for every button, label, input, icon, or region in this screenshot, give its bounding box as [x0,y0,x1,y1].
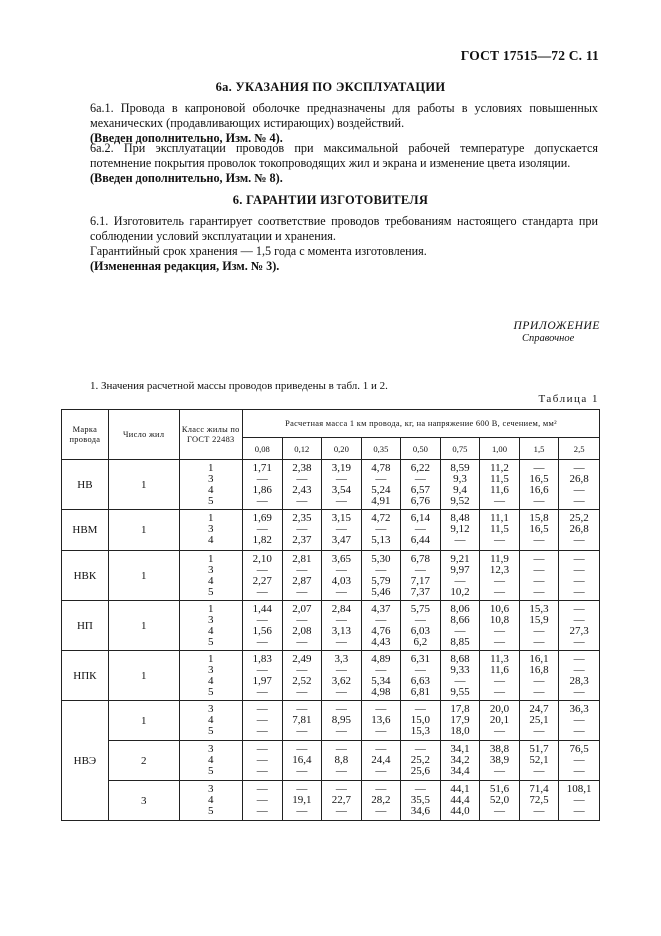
mass-values: 2,84 — 3,13 — [322,601,362,651]
note-6a-2: (Введен дополнительно, Изм. № 8). [90,171,283,185]
mass-values: 5,75 — 6,03 6,2 [401,601,441,651]
mass-values: — 19,1 — [282,781,322,821]
mass-values: 1,44 — 1,56 — [243,601,283,651]
wire-mark: НВМ [62,510,109,551]
section-header: 0,12 [282,438,322,460]
mass-values: — — — — [519,551,559,601]
wire-mark: НВЭ [62,701,109,821]
mass-values: 3,65 — 4,03 — [322,551,362,601]
section-header: 0,20 [322,438,362,460]
mass-values: — 15,0 15,3 [401,701,441,741]
table-label: Таблица 1 [538,393,599,405]
mass-values: 11,2 11,5 11,6 — [480,460,520,510]
mass-values: 2,10 — 2,27 — [243,551,283,601]
mass-values: 8,06 8,66 — 8,85 [440,601,480,651]
mass-values: 71,4 72,5 — [519,781,559,821]
mass-values: 2,81 — 2,87 — [282,551,322,601]
para-6a-2: 6а.2. При эксплуатации проводов при максимальной рабочей температуре допускается потемнение покрытия проволок токопроводящих жил и экрана и изменение цвета изоляции. (Введен дополнительно, Изм. № 8). [90,141,598,185]
mass-values: 51,7 52,1 — [519,741,559,781]
mass-values: 38,8 38,9 — [480,741,520,781]
core-count: 3 [108,781,179,821]
mass-values: — 8,8 — [322,741,362,781]
wire-mark: НП [62,601,109,651]
section-header: 2,5 [559,438,600,460]
wire-mark: НВК [62,551,109,601]
wire-mark: НПК [62,651,109,701]
mass-values: — — — [243,701,283,741]
mass-values: 9,21 9,97 — 10,2 [440,551,480,601]
mass-values: 3,3 — 3,62 — [322,651,362,701]
mass-table [61,409,600,821]
mass-values: 10,6 10,8 — — [480,601,520,651]
table-row [62,510,600,551]
mass-values: 1,71 — 1,86 — [243,460,283,510]
mass-values: 4,72 — 5,13 [361,510,401,551]
mass-values: — 24,4 — [361,741,401,781]
mass-values: 25,2 26,8 — [559,510,600,551]
section-6a-title: 6а. УКАЗАНИЯ ПО ЭКСПЛУАТАЦИИ [215,80,446,94]
mass-values: 1,83 — 1,97 — [243,651,283,701]
table-row [62,741,600,781]
core-count: 1 [108,551,179,601]
mass-values: 15,8 16,5 — [519,510,559,551]
mass-values: 11,9 12,3 — — [480,551,520,601]
core-count: 1 [108,601,179,651]
table-row [62,651,600,701]
core-count: 1 [108,510,179,551]
mass-values: — 26,8 — — [559,460,600,510]
section-header: 0,50 [401,438,441,460]
section-6-title: 6. ГАРАНТИИ ИЗГОТОВИТЕЛЯ [232,193,429,207]
mass-values: — 7,81 — [282,701,322,741]
mass-values: 2,35 — 2,37 [282,510,322,551]
mass-values: 16,1 16,8 — — [519,651,559,701]
mass-values: 108,1 — — [559,781,600,821]
mass-values: 6,14 — 6,44 [401,510,441,551]
mass-values: — 22,7 — [322,781,362,821]
core-class-list: 3 4 5 [179,741,242,781]
core-class-list: 1 3 4 5 [179,651,242,701]
table-row [62,781,600,821]
mass-values: 3,19 — 3,54 — [322,460,362,510]
mass-values: 1,69 — 1,82 [243,510,283,551]
core-count: 1 [108,701,179,741]
mass-values: 20,0 20,1 — [480,701,520,741]
core-count: 1 [108,460,179,510]
mass-values: 2,49 — 2,52 — [282,651,322,701]
section-header: 1,00 [480,438,520,460]
core-class-list: 1 3 4 [179,510,242,551]
mass-values: — — 27,3 — [559,601,600,651]
mass-values: — — — [243,741,283,781]
mass-values: 8,48 9,12 — [440,510,480,551]
core-class-list: 3 4 5 [179,781,242,821]
core-class-list: 1 3 4 5 [179,551,242,601]
mass-values: 76,5 — — [559,741,600,781]
mass-values: 2,07 — 2,08 — [282,601,322,651]
para-6-1: 6.1. Изготовитель гарантирует соответствие проводов требованиям настоящего стандарта при соблюдении условий эксплуатации и хранения. Гарантийный срок хранения — 1,5 года с момента изготовления. (Измененная редакция, Изм. № 3). [90,214,598,273]
table-row [62,601,600,651]
header-cores: Число жил [108,410,179,460]
mass-values: — 28,2 — [361,781,401,821]
mass-values: 2,38 — 2,43 — [282,460,322,510]
mass-values: 24,7 25,1 — [519,701,559,741]
mass-values: — — — [243,781,283,821]
section-header: 0,75 [440,438,480,460]
mass-values: 4,78 — 5,24 4,91 [361,460,401,510]
core-class-list: 3 4 5 [179,701,242,741]
table-row [62,551,600,601]
mass-values: — 13,6 — [361,701,401,741]
note-6a-1: (Введен дополнительно, Изм. № 4). [90,131,283,145]
mass-values: 36,3 — — [559,701,600,741]
mass-values: — — — — [559,551,600,601]
mass-values: — 8,95 — [322,701,362,741]
mass-values: — 16,4 — [282,741,322,781]
mass-values: 11,1 11,5 — [480,510,520,551]
table-row [62,460,600,510]
table-intro: 1. Значения расчетной массы проводов приведены в табл. 1 и 2. [90,380,388,392]
wire-mark: НВ [62,460,109,510]
mass-values: — 16,5 16,6 — [519,460,559,510]
mass-values: 51,6 52,0 — [480,781,520,821]
mass-values: — 35,5 34,6 [401,781,441,821]
mass-values: 3,15 — 3,47 [322,510,362,551]
mass-values: 6,22 — 6,57 6,76 [401,460,441,510]
header-mass: Расчетная масса 1 км провода, кг, на напряжение 600 В, сечением, мм² [243,410,600,438]
header-mark: Марка провода [62,410,109,460]
mass-values: 5,30 — 5,79 5,46 [361,551,401,601]
mass-values: 34,1 34,2 34,4 [440,741,480,781]
core-count: 2 [108,741,179,781]
mass-values: 6,31 — 6,63 6,81 [401,651,441,701]
mass-values: 44,1 44,4 44,0 [440,781,480,821]
appendix-title: ПРИЛОЖЕНИЕ [513,320,600,332]
core-class-list: 1 3 4 5 [179,601,242,651]
mass-values: 4,37 — 4,76 4,43 [361,601,401,651]
core-class-list: 1 3 4 5 [179,460,242,510]
note-6-1: (Измененная редакция, Изм. № 3). [90,259,280,273]
mass-values: 8,68 9,33 — 9,55 [440,651,480,701]
section-header: 1,5 [519,438,559,460]
mass-values: 8,59 9,3 9,4 9,52 [440,460,480,510]
core-count: 1 [108,651,179,701]
table-row [62,701,600,741]
mass-values: — 25,2 25,6 [401,741,441,781]
para-6a-1: 6а.1. Провода в капроновой оболочке предназначены для работы в условиях повышенных механических (продавливающих истирающих) воздействий. (Введен дополнительно, Изм. № 4). [90,101,598,145]
mass-values: 17,8 17,9 18,0 [440,701,480,741]
appendix-subtitle: Справочное [522,333,575,344]
page-header: ГОСТ 17515—72 С. 11 [460,48,599,63]
section-header: 0,35 [361,438,401,460]
mass-values: 4,89 — 5,34 4,98 [361,651,401,701]
mass-values: 15,3 15,9 — — [519,601,559,651]
header-class: Класс жилы по ГОСТ 22483 [179,410,242,460]
mass-values: 11,3 11,6 — — [480,651,520,701]
mass-values: — — 28,3 — [559,651,600,701]
section-header: 0,08 [243,438,283,460]
mass-values: 6,78 — 7,17 7,37 [401,551,441,601]
warranty-term: Гарантийный срок хранения — 1,5 года с момента изготовления. [90,244,427,258]
